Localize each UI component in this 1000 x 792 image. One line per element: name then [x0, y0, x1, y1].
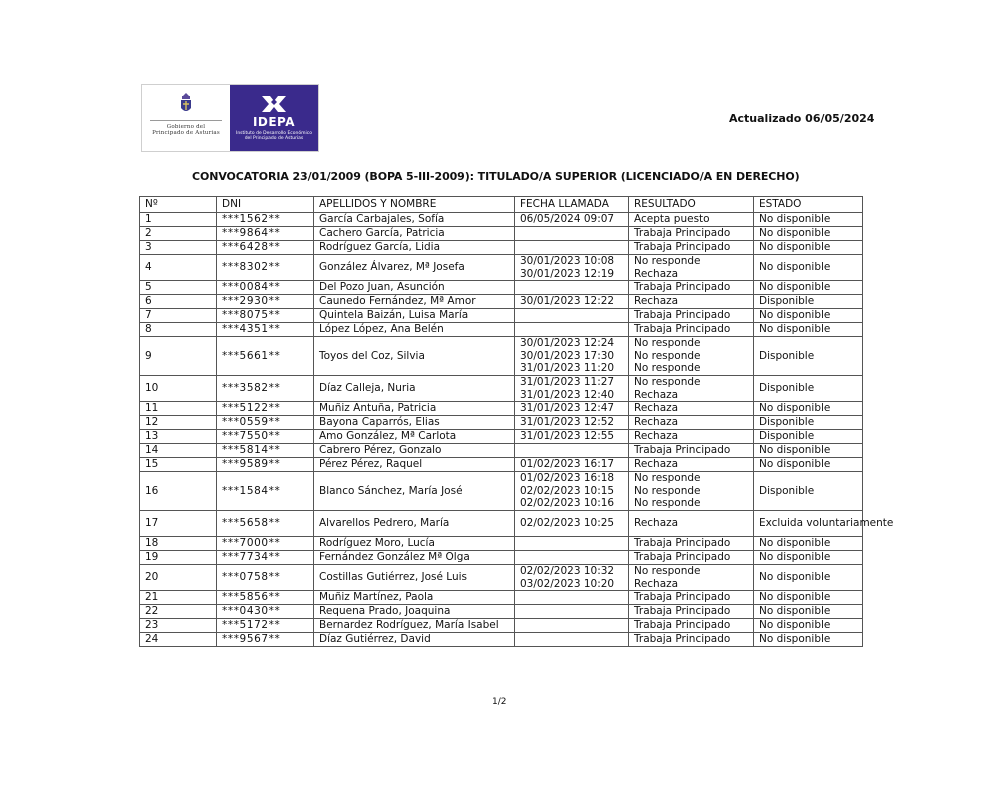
- cell-estado: No disponible: [754, 537, 863, 551]
- cell-estado: No disponible: [754, 605, 863, 619]
- cell-estado: Disponible: [754, 295, 863, 309]
- cell-dni: ***1584**: [217, 472, 314, 511]
- cell-numero: 21: [140, 591, 217, 605]
- cell-numero: 23: [140, 619, 217, 633]
- table-row: [140, 323, 863, 337]
- cell-nombre: Fernández González Mª Olga: [314, 551, 515, 565]
- cell-numero: 5: [140, 281, 217, 295]
- cell-resultado: [629, 255, 754, 281]
- cell-resultado: [629, 295, 754, 309]
- gobierno-text: Gobierno del Principado de Asturias: [150, 120, 222, 136]
- col-header-fecha: FECHA LLAMADA: [515, 197, 629, 213]
- cell-resultado: [629, 213, 754, 227]
- table-header-row: [140, 197, 863, 213]
- cell-estado: No disponible: [754, 444, 863, 458]
- cell-resultado-line: No responde: [634, 472, 701, 485]
- cell-resultado-line: No responde: [634, 362, 701, 375]
- cell-fecha-line: 31/01/2023 12:47: [520, 402, 615, 415]
- table-row: [140, 458, 863, 472]
- cell-fecha: [515, 565, 629, 591]
- cell-resultado-line: Rechaza: [634, 402, 679, 415]
- cell-resultado-line: Trabaja Principado: [634, 281, 731, 294]
- cell-nombre: Rodríguez García, Lidia: [314, 241, 515, 255]
- cell-resultado-line: Rechaza: [634, 458, 679, 471]
- cell-dni: ***9864**: [217, 227, 314, 241]
- cell-resultado: [629, 565, 754, 591]
- cell-resultado-line: No responde: [634, 484, 701, 497]
- cell-fecha-line: 02/02/2023 10:25: [520, 517, 615, 530]
- cell-numero: 12: [140, 416, 217, 430]
- table-row: [140, 241, 863, 255]
- cell-resultado: [629, 591, 754, 605]
- cell-nombre: Alvarellos Pedrero, María: [314, 511, 515, 537]
- cell-numero: 7: [140, 309, 217, 323]
- cell-fecha: [515, 241, 629, 255]
- cell-fecha-line: 02/02/2023 10:32: [520, 565, 615, 577]
- cell-resultado-line: No responde: [634, 376, 701, 388]
- col-header-resultado: RESULTADO: [629, 197, 754, 213]
- cell-numero: 22: [140, 605, 217, 619]
- cell-estado: No disponible: [754, 281, 863, 295]
- cell-numero: 6: [140, 295, 217, 309]
- cell-numero: 13: [140, 430, 217, 444]
- table-row: [140, 605, 863, 619]
- cell-nombre: Bernardez Rodríguez, María Isabel: [314, 619, 515, 633]
- cell-nombre: López López, Ana Belén: [314, 323, 515, 337]
- cell-nombre: Pérez Pérez, Raquel: [314, 458, 515, 472]
- cell-fecha: [515, 416, 629, 430]
- col-header-dni: DNI: [217, 197, 314, 213]
- cell-numero: 15: [140, 458, 217, 472]
- cell-dni: ***5122**: [217, 402, 314, 416]
- cell-dni: ***5814**: [217, 444, 314, 458]
- cell-estado: No disponible: [754, 255, 863, 281]
- cell-numero: 17: [140, 511, 217, 537]
- cell-fecha-line: 30/01/2023 12:22: [520, 295, 615, 308]
- cell-dni: ***7000**: [217, 537, 314, 551]
- cell-dni: ***8302**: [217, 255, 314, 281]
- cell-fecha: [515, 605, 629, 619]
- cell-nombre: Cachero García, Patricia: [314, 227, 515, 241]
- table-row: [140, 376, 863, 402]
- table-row: [140, 281, 863, 295]
- cell-resultado: [629, 416, 754, 430]
- cell-numero: 24: [140, 633, 217, 647]
- cell-fecha: [515, 323, 629, 337]
- cell-fecha-line: 01/02/2023 16:17: [520, 458, 615, 471]
- cell-resultado: [629, 430, 754, 444]
- cell-fecha-line: 06/05/2024 09:07: [520, 213, 615, 226]
- table-row: [140, 537, 863, 551]
- cell-nombre: Del Pozo Juan, Asunción: [314, 281, 515, 295]
- table-row: [140, 472, 863, 511]
- cell-estado: Disponible: [754, 376, 863, 402]
- cell-resultado-line: No responde: [634, 565, 701, 577]
- cell-fecha: [515, 551, 629, 565]
- cell-nombre: Rodríguez Moro, Lucía: [314, 537, 515, 551]
- cell-resultado-line: Trabaja Principado: [634, 241, 731, 254]
- table-row: [140, 565, 863, 591]
- table-row: [140, 416, 863, 430]
- cell-resultado-line: Trabaja Principado: [634, 605, 731, 618]
- cell-nombre: Blanco Sánchez, María José: [314, 472, 515, 511]
- cell-dni: ***2930**: [217, 295, 314, 309]
- cell-dni: ***9567**: [217, 633, 314, 647]
- cell-resultado: [629, 337, 754, 376]
- gobierno-logo: [142, 85, 230, 151]
- cell-resultado: [629, 619, 754, 633]
- cell-resultado-line: No responde: [634, 349, 701, 362]
- table-row: [140, 430, 863, 444]
- cell-fecha-line: 31/01/2023 11:20: [520, 362, 615, 375]
- cell-dni: ***8075**: [217, 309, 314, 323]
- cell-numero: 9: [140, 337, 217, 376]
- cell-dni: ***6428**: [217, 241, 314, 255]
- col-header-nombre: APELLIDOS Y NOMBRE: [314, 197, 515, 213]
- cell-fecha: [515, 376, 629, 402]
- cell-fecha: [515, 213, 629, 227]
- idepa-brand: [230, 85, 318, 151]
- cell-nombre: Muñiz Antuña, Patricia: [314, 402, 515, 416]
- cell-resultado-line: No responde: [634, 497, 701, 510]
- cell-nombre: González Álvarez, Mª Josefa: [314, 255, 515, 281]
- cell-dni: ***9589**: [217, 458, 314, 472]
- col-header-numero: Nº: [140, 197, 217, 213]
- cell-fecha: [515, 472, 629, 511]
- table-row: [140, 444, 863, 458]
- cell-resultado-line: Acepta puesto: [634, 213, 710, 226]
- cell-fecha: [515, 295, 629, 309]
- cell-fecha: [515, 458, 629, 472]
- table-row: [140, 511, 863, 537]
- cell-resultado: [629, 402, 754, 416]
- cell-estado: No disponible: [754, 591, 863, 605]
- cell-resultado-line: Trabaja Principado: [634, 633, 731, 646]
- cell-resultado: [629, 227, 754, 241]
- cell-resultado-line: Rechaza: [634, 517, 679, 530]
- cell-numero: 19: [140, 551, 217, 565]
- cell-dni: ***5856**: [217, 591, 314, 605]
- cell-estado: No disponible: [754, 309, 863, 323]
- cell-fecha-line: 30/01/2023 17:30: [520, 349, 615, 362]
- cell-dni: ***7734**: [217, 551, 314, 565]
- table-row: [140, 227, 863, 241]
- cell-resultado: [629, 605, 754, 619]
- cell-resultado: [629, 309, 754, 323]
- cell-resultado-line: Trabaja Principado: [634, 309, 731, 322]
- cell-fecha: [515, 511, 629, 537]
- cell-resultado: [629, 633, 754, 647]
- cell-estado: No disponible: [754, 619, 863, 633]
- cell-dni: ***4351**: [217, 323, 314, 337]
- cell-estado: No disponible: [754, 241, 863, 255]
- cell-nombre: Caunedo Fernández, Mª Amor: [314, 295, 515, 309]
- cell-fecha-line: 03/02/2023 10:20: [520, 577, 615, 590]
- cell-fecha: [515, 337, 629, 376]
- table-row: [140, 255, 863, 281]
- cell-nombre: Quintela Baizán, Luisa María: [314, 309, 515, 323]
- cell-fecha: [515, 537, 629, 551]
- document-title: CONVOCATORIA 23/01/2009 (BOPA 5-III-2009): TITULADO/A SUPERIOR (LICENCIADO/A EN DERECHO): [192, 170, 800, 183]
- cell-fecha: [515, 309, 629, 323]
- cell-resultado-line: Trabaja Principado: [634, 227, 731, 240]
- cell-resultado-line: Rechaza: [634, 416, 679, 429]
- cell-fecha: [515, 255, 629, 281]
- cell-dni: ***0758**: [217, 565, 314, 591]
- cell-fecha-line: 02/02/2023 10:16: [520, 497, 615, 510]
- cell-numero: 3: [140, 241, 217, 255]
- cell-estado: Disponible: [754, 416, 863, 430]
- cell-resultado-line: Trabaja Principado: [634, 323, 731, 336]
- idepa-subtitle: Instituto de Desarrollo Económico del Principado de Asturias: [236, 131, 312, 141]
- cell-estado: No disponible: [754, 458, 863, 472]
- cell-fecha-line: 31/01/2023 12:40: [520, 388, 615, 401]
- cell-dni: ***3582**: [217, 376, 314, 402]
- cell-estado: No disponible: [754, 402, 863, 416]
- cell-fecha: [515, 444, 629, 458]
- cell-dni: ***1562**: [217, 213, 314, 227]
- cell-nombre: Díaz Calleja, Nuria: [314, 376, 515, 402]
- cell-fecha-line: 01/02/2023 16:18: [520, 472, 615, 485]
- cell-fecha-line: 31/01/2023 11:27: [520, 376, 615, 388]
- cell-nombre: Muñiz Martínez, Paola: [314, 591, 515, 605]
- cell-resultado-line: Rechaza: [634, 577, 679, 590]
- cell-estado: No disponible: [754, 565, 863, 591]
- cell-numero: 20: [140, 565, 217, 591]
- cell-nombre: Toyos del Coz, Silvia: [314, 337, 515, 376]
- cell-dni: ***5658**: [217, 511, 314, 537]
- cell-fecha: [515, 633, 629, 647]
- cell-estado: No disponible: [754, 323, 863, 337]
- cell-numero: 14: [140, 444, 217, 458]
- cell-numero: 8: [140, 323, 217, 337]
- cell-fecha: [515, 591, 629, 605]
- cell-dni: ***7550**: [217, 430, 314, 444]
- idepa-brand-text: IDEPA: [252, 115, 296, 129]
- cell-fecha: [515, 281, 629, 295]
- table-row: [140, 591, 863, 605]
- cell-resultado: [629, 323, 754, 337]
- cell-nombre: Díaz Gutiérrez, David: [314, 633, 515, 647]
- asturias-crest-icon: [179, 93, 193, 115]
- cell-resultado: [629, 472, 754, 511]
- cell-fecha-line: 30/01/2023 12:24: [520, 337, 615, 350]
- cell-nombre: García Carbajales, Sofía: [314, 213, 515, 227]
- table-row: [140, 633, 863, 647]
- idepa-mark-icon: [261, 94, 287, 114]
- cell-estado: No disponible: [754, 551, 863, 565]
- cell-fecha-line: 31/01/2023 12:52: [520, 416, 615, 429]
- cell-numero: 2: [140, 227, 217, 241]
- cell-fecha-line: 30/01/2023 10:08: [520, 255, 615, 267]
- cell-resultado-line: Trabaja Principado: [634, 537, 731, 550]
- cell-fecha: [515, 402, 629, 416]
- table-row: [140, 619, 863, 633]
- cell-resultado-line: Trabaja Principado: [634, 591, 731, 604]
- table-row: [140, 213, 863, 227]
- cell-estado: Excluida voluntariamente: [754, 511, 863, 537]
- cell-fecha-line: 30/01/2023 12:19: [520, 267, 615, 280]
- cell-resultado-line: Trabaja Principado: [634, 444, 731, 457]
- cell-estado: Disponible: [754, 472, 863, 511]
- cell-nombre: Amo González, Mª Carlota: [314, 430, 515, 444]
- table-row: [140, 402, 863, 416]
- cell-dni: ***0559**: [217, 416, 314, 430]
- cell-resultado: [629, 281, 754, 295]
- cell-numero: 10: [140, 376, 217, 402]
- cell-resultado-line: Rechaza: [634, 430, 679, 443]
- table-row: [140, 309, 863, 323]
- cell-fecha-line: 02/02/2023 10:15: [520, 484, 615, 497]
- cell-numero: 18: [140, 537, 217, 551]
- cell-resultado-line: Trabaja Principado: [634, 551, 731, 564]
- candidates-table: [139, 196, 894, 647]
- cell-estado: Disponible: [754, 430, 863, 444]
- table-row: [140, 337, 863, 376]
- cell-estado: Disponible: [754, 337, 863, 376]
- cell-estado: No disponible: [754, 633, 863, 647]
- cell-resultado: [629, 551, 754, 565]
- cell-resultado: [629, 537, 754, 551]
- cell-nombre: Cabrero Pérez, Gonzalo: [314, 444, 515, 458]
- cell-resultado: [629, 241, 754, 255]
- table-row: [140, 551, 863, 565]
- cell-estado: No disponible: [754, 227, 863, 241]
- cell-fecha: [515, 227, 629, 241]
- cell-numero: 11: [140, 402, 217, 416]
- page-number: 1/2: [492, 697, 507, 707]
- cell-resultado: [629, 376, 754, 402]
- col-header-estado: ESTADO: [754, 197, 863, 213]
- cell-resultado: [629, 458, 754, 472]
- cell-nombre: Requena Prado, Joaquina: [314, 605, 515, 619]
- cell-dni: ***5172**: [217, 619, 314, 633]
- cell-resultado-line: Rechaza: [634, 267, 679, 280]
- cell-resultado: [629, 511, 754, 537]
- cell-resultado-line: No responde: [634, 255, 701, 267]
- cell-resultado-line: Rechaza: [634, 295, 679, 308]
- cell-fecha-line: 31/01/2023 12:55: [520, 430, 615, 443]
- cell-numero: 4: [140, 255, 217, 281]
- updated-date: Actualizado 06/05/2024: [729, 112, 875, 125]
- table-body: [140, 213, 894, 647]
- cell-resultado-line: No responde: [634, 337, 701, 350]
- cell-dni: ***5661**: [217, 337, 314, 376]
- cell-numero: 1: [140, 213, 217, 227]
- cell-nombre: Bayona Caparrós, Elias: [314, 416, 515, 430]
- cell-dni: ***0084**: [217, 281, 314, 295]
- cell-numero: 16: [140, 472, 217, 511]
- cell-estado: No disponible: [754, 213, 863, 227]
- cell-resultado: [629, 444, 754, 458]
- cell-dni: ***0430**: [217, 605, 314, 619]
- cell-resultado-line: Rechaza: [634, 388, 679, 401]
- cell-nombre: Costillas Gutiérrez, José Luis: [314, 565, 515, 591]
- cell-fecha: [515, 619, 629, 633]
- idepa-logo: [141, 84, 319, 152]
- cell-resultado-line: Trabaja Principado: [634, 619, 731, 632]
- cell-fecha: [515, 430, 629, 444]
- table-row: [140, 295, 863, 309]
